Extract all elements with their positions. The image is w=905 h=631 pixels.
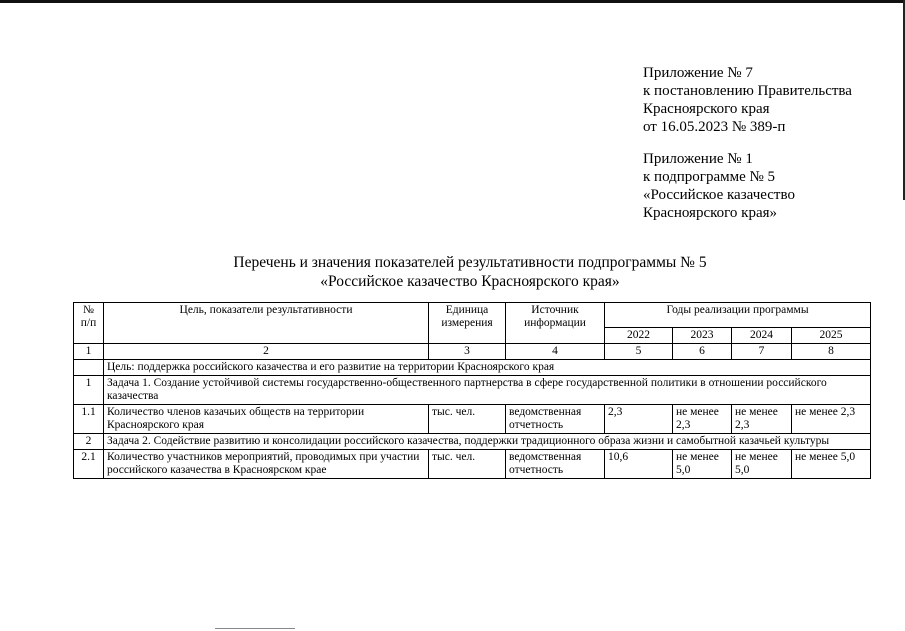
appendix-header-1 (643, 64, 852, 136)
goal-row (74, 360, 871, 376)
column-number: 6 (673, 344, 732, 360)
column-number: 4 (506, 344, 605, 360)
scan-border-top (0, 0, 905, 3)
appendix-line: «Российское казачество (643, 187, 795, 203)
column-number: 5 (605, 344, 673, 360)
header-year: 2025 (792, 328, 871, 344)
header-year: 2022 (605, 328, 673, 344)
appendix-line: Приложение № 1 (643, 151, 753, 167)
indicator-row (74, 450, 871, 479)
task-text: Задача 1. Создание устойчивой системы государственно-общественного партнерства в сфере государственной политики в отношении российского казачества (104, 376, 871, 405)
appendix-line: к подпрограмме № 5 (643, 169, 776, 185)
indicator-unit: тыс. чел. (429, 450, 506, 479)
column-numbers-row (74, 344, 871, 360)
indicator-source: ведомственная отчетность (506, 405, 605, 434)
indicator-value: не менее 2,3 (732, 405, 792, 434)
indicator-text: Количество членов казачьих обществ на территории Красноярского края (104, 405, 429, 434)
indicator-value: 10,6 (605, 450, 673, 479)
task-row (74, 376, 871, 405)
task-num: 1 (74, 376, 104, 405)
task-text: Задача 2. Содействие развитию и консолидации российского казачества, поддержки традиционного образа жизни и самобытной казачьей культуры (104, 434, 871, 450)
indicator-value: не менее 2,3 (673, 405, 732, 434)
header-goal: Цель, показатели результативности (104, 303, 429, 344)
indicator-source: ведомственная отчетность (506, 450, 605, 479)
goal-num-cell (74, 360, 104, 376)
title-line-2: «Российское казачество Красноярского края» (320, 273, 620, 290)
header-unit: Единица измерения (429, 303, 506, 344)
document-title (150, 253, 790, 291)
appendix-line: Приложение № 7 (643, 65, 753, 81)
column-number: 3 (429, 344, 506, 360)
appendix-line: от 16.05.2023 № 389-п (643, 119, 786, 135)
header-num: № п/п (74, 303, 104, 344)
header-year: 2023 (673, 328, 732, 344)
appendix-line: к постановлению Правительства (643, 83, 852, 99)
column-number: 8 (792, 344, 871, 360)
column-number: 1 (74, 344, 104, 360)
indicator-value: не менее 5,0 (732, 450, 792, 479)
indicator-num: 2.1 (74, 450, 104, 479)
indicator-unit: тыс. чел. (429, 405, 506, 434)
header-source: Источник информации (506, 303, 605, 344)
indicator-row (74, 405, 871, 434)
column-number: 2 (104, 344, 429, 360)
appendix-line: Красноярского края (643, 101, 770, 117)
indicator-value: 2,3 (605, 405, 673, 434)
table-header-row (74, 303, 871, 328)
goal-text: Цель: поддержка российского казачества и его развитие на территории Красноярского края (104, 360, 871, 376)
indicator-text: Количество участников мероприятий, проводимых при участии российского казачества в Красноярском крае (104, 450, 429, 479)
scan-mark-bottom (215, 628, 295, 629)
indicators-table (73, 302, 871, 479)
indicator-num: 1.1 (74, 405, 104, 434)
task-row (74, 434, 871, 450)
header-years-group: Годы реализации программы (605, 303, 871, 328)
indicator-value: не менее 2,3 (792, 405, 871, 434)
indicator-value: не менее 5,0 (792, 450, 871, 479)
title-line-1: Перечень и значения показателей результативности подпрограммы № 5 (233, 254, 707, 271)
indicator-value: не менее 5,0 (673, 450, 732, 479)
appendix-header-2 (643, 150, 795, 222)
task-num: 2 (74, 434, 104, 450)
appendix-line: Красноярского края» (643, 205, 778, 221)
header-year: 2024 (732, 328, 792, 344)
column-number: 7 (732, 344, 792, 360)
